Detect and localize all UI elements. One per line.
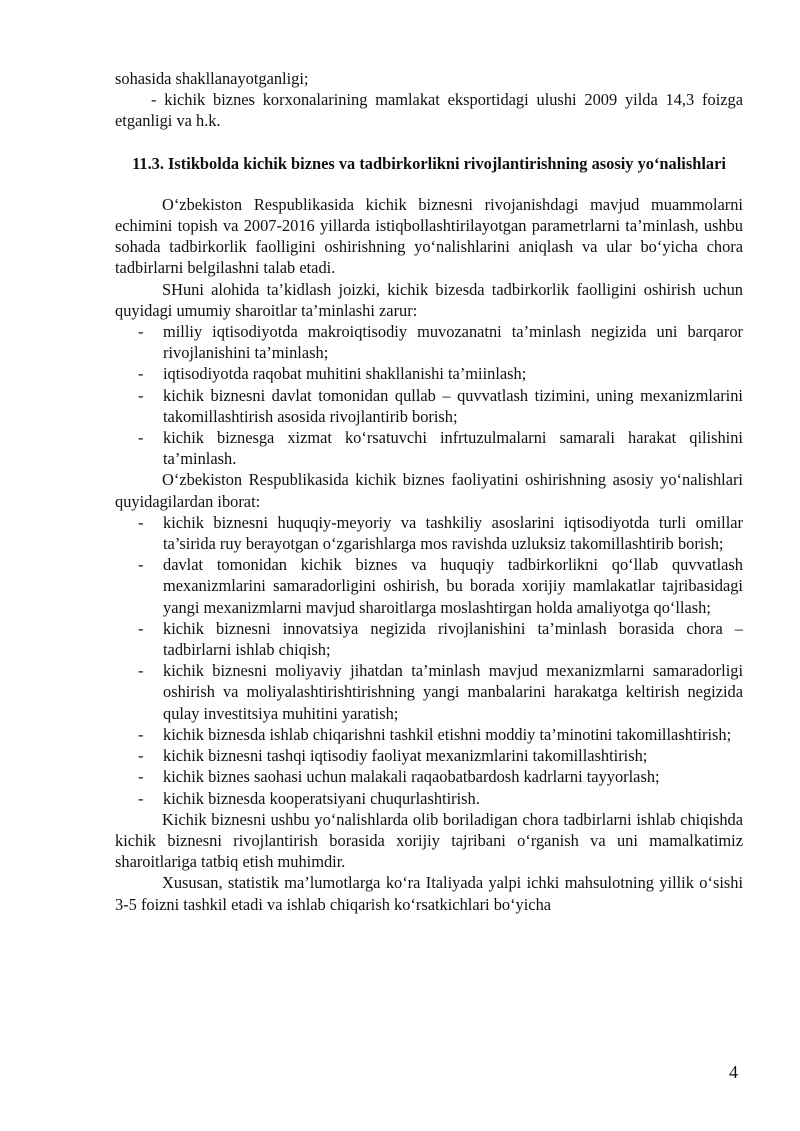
- page-number: 4: [729, 1062, 738, 1082]
- list-item-text: kichik biznes saohasi uchun malakali raqaobatbardosh kadrlarni tayyorlash;: [163, 767, 660, 787]
- list-bullet: -: [138, 788, 144, 808]
- list-item: [115, 363, 743, 384]
- paragraph-5: Xususan, statistik ma’lumotlarga ko‘ra Italiyada yalpi ichki mahsulotning yillik o‘sishi 3-5 foizni tashkil etadi va ishlab chiqarish ko‘rsatkichlari bo‘yicha: [115, 873, 743, 914]
- list-bullet: -: [138, 767, 144, 787]
- list-item: [115, 724, 743, 745]
- paragraph-3: O‘zbekiston Respublikasida kichik biznes faoliyatini oshirishning asosiy yo‘nalishlari quyidagilardan iborat:: [115, 470, 743, 511]
- list-bullet: -: [138, 724, 144, 744]
- list-bullet: -: [138, 618, 144, 638]
- paragraph-1: O‘zbekiston Respublikasida kichik biznesni rivojanishdagi mavjud muammolarni echimini topish va 2007-2016 yillarda istiqbollashtirilayotgan parametrlarni ta’minlash, ushbu sohada tadbirkorlik faolligini oshirishning yo‘nalishlarini aniqlash va ular bo‘yicha chora tadbirlarni belgilashni talab etadi.: [115, 194, 743, 278]
- directions-list: [115, 512, 743, 809]
- list-item: [115, 512, 743, 554]
- list-bullet: -: [138, 746, 144, 766]
- intro-line-2: - kichik biznes korxonalarining mamlakat eksportidagi ulushi 2009 yilda 14,3 foizga etganligi va h.k.: [115, 90, 743, 131]
- list-item-text: iqtisodiyotda raqobat muhitini shakllanishi ta’miinlash;: [163, 364, 527, 384]
- page-body: [115, 68, 743, 915]
- list-item-text: kichik biznesni innovatsiya negizida rivojlanishini ta’minlash borasida chora – tadbirlarni ishlab chiqish;: [163, 618, 743, 660]
- list-item: [115, 385, 743, 427]
- list-item-text: kichik biznesga xizmat ko‘rsatuvchi infrtuzulmalarni samarali harakat qilishini ta’minlash.: [163, 428, 743, 469]
- list-item: [115, 766, 743, 787]
- list-item-text: kichik biznesda ishlab chiqarishni tashkil etishni moddiy ta’minotini takomillashtirish;: [163, 724, 732, 744]
- list-item: [115, 321, 743, 363]
- list-bullet: -: [138, 428, 144, 448]
- list-bullet: -: [138, 661, 144, 681]
- conditions-list: [115, 321, 743, 469]
- list-bullet: -: [138, 555, 144, 575]
- list-item-text: kichik biznesni huquqiy-meyoriy va tashkiliy asoslarini iqtisodiyotda turli omillar ta’sirida ruy berayotgan o‘zgarishlarga mos ravishda uzluksiz takomillashtirib borish;: [163, 512, 743, 554]
- list-item-text: kichik biznesni tashqi iqtisodiy faoliyat mexanizmlarini takomillashtirish;: [163, 746, 648, 766]
- list-item-text: kichik biznesni moliyaviy jihatdan ta’minlash mavjud mexanizmlarni samaradorligi oshirish va moliyalashtirishtirishning yangi manbalarini harakatga keltirish negizida qulay investitsiya muhitini yaratish;: [163, 661, 743, 723]
- section-title: 11.3. Istikbolda kichik biznes va tadbirkorlikni rivojlantirishning asosiy yo‘nalishlari: [132, 153, 726, 173]
- list-item-text: milliy iqtisodiyotda makroiqtisodiy muvozanatni ta’minlash negizida uni barqaror rivojlanishini ta’minlash;: [163, 322, 743, 363]
- paragraph-2: SHuni alohida ta’kidlash joizki, kichik bizesda tadbirkorlik faolligini oshirish uchun quyidagi umumiy sharoitlar ta’minlashi zarur:: [115, 279, 743, 320]
- list-bullet: -: [138, 364, 144, 384]
- list-item: [115, 427, 743, 469]
- intro-line-1: sohasida shakllanayotganligi;: [115, 69, 309, 88]
- list-item-text: kichik biznesda kooperatsiyani chuqurlashtirish.: [163, 788, 480, 808]
- list-item-text: kichik biznesni davlat tomonidan qullab – quvvatlash tizimini, uning mexanizmlarini takomillashtirish asosida rivojlantirib borish;: [163, 385, 743, 426]
- list-item: [115, 660, 743, 724]
- list-item: [115, 554, 743, 618]
- list-bullet: -: [138, 512, 144, 532]
- list-item: [115, 618, 743, 660]
- list-item: [115, 745, 743, 766]
- list-bullet: -: [138, 322, 144, 342]
- paragraph-4: Kichik biznesni ushbu yo‘nalishlarda olib boriladigan chora tadbirlarni ishlab chiqishda kichik biznesni rivojlantirish borasida xorijiy tajribani o‘rganish va uni mamalkatimiz sharoitlariga tatbiq etish muhimdir.: [115, 809, 743, 872]
- list-bullet: -: [138, 385, 144, 405]
- list-item: [115, 788, 743, 809]
- list-item-text: davlat tomonidan kichik biznes va huquqiy tadbirkorlikni qo‘llab quvvatlash mexanizmlarini samaradorligini oshirish, bu borada xorijiy mamlakatlar tajribasidagi yangi mexanizmlarni mavjud sharoitlarga moslashtirgan holda amaliyotga qo‘llash;: [163, 555, 743, 617]
